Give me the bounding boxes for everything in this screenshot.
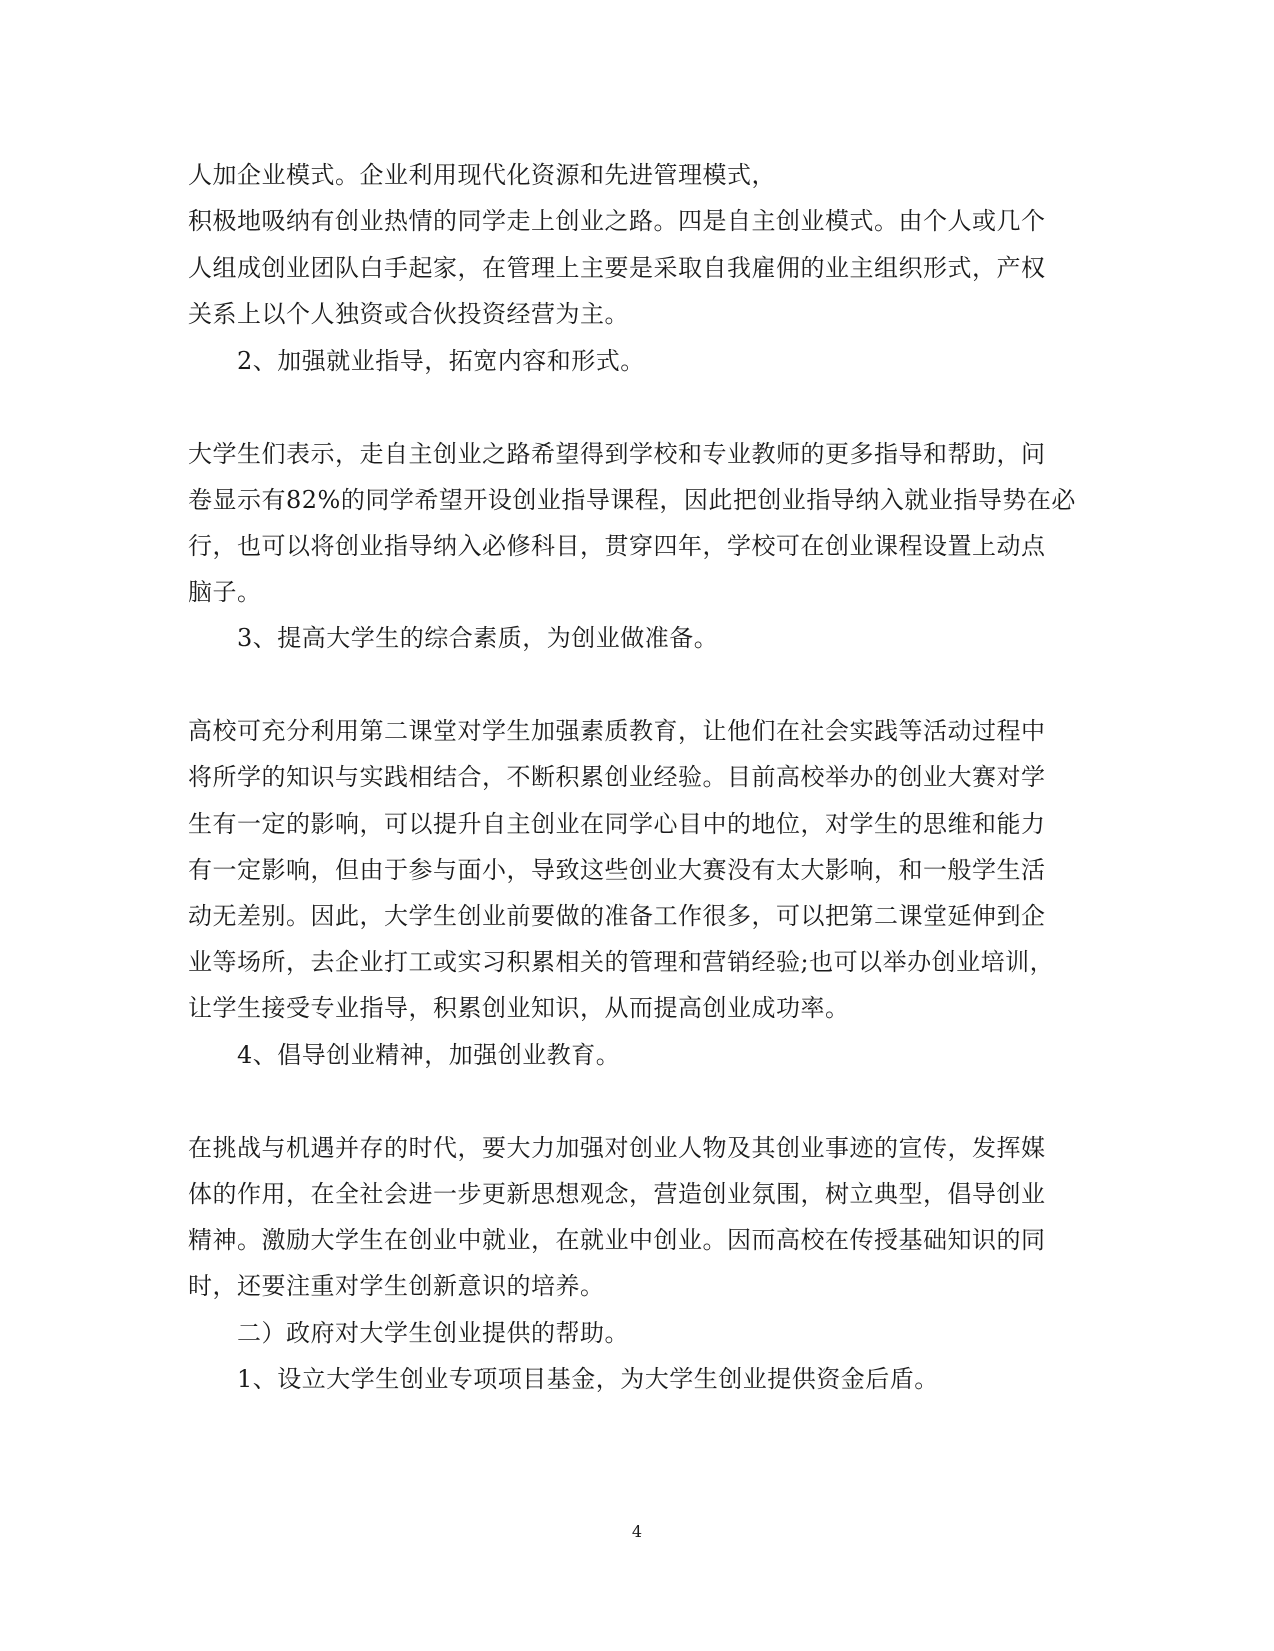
section-heading: 4、倡导创业精神，加强创业教育。 — [237, 1041, 621, 1069]
text-line: 动无差别。因此，大学生创业前要做的准备工作很多，可以把第二课堂延伸到企 — [188, 902, 1046, 930]
section-heading: 1、设立大学生创业专项项目基金，为大学生创业提供资金后盾。 — [237, 1365, 939, 1393]
text-line: 人加企业模式。企业利用现代化资源和先进管理模式， — [188, 161, 776, 189]
text-line: 人组成创业团队白手起家，在管理上主要是采取自我雇佣的业主组织形式，产权 — [188, 254, 1046, 282]
text-line: 在挑战与机遇并存的时代，要大力加强对创业人物及其创业事迹的宣传，发挥媒 — [188, 1134, 1046, 1162]
text-line: 精神。激励大学生在创业中就业，在就业中创业。因而高校在传授基础知识的同 — [188, 1226, 1046, 1254]
text-line: 让学生接受专业指导，积累创业知识，从而提高创业成功率。 — [188, 994, 850, 1022]
text-line: 卷显示有82%的同学希望开设创业指导课程，因此把创业指导纳入就业指导势在必 — [188, 486, 1076, 514]
text-line: 体的作用，在全社会进一步更新思想观念，营造创业氛围，树立典型，倡导创业 — [188, 1180, 1046, 1208]
section-heading: 二）政府对大学生创业提供的帮助。 — [237, 1319, 629, 1347]
section-heading: 2、加强就业指导，拓宽内容和形式。 — [237, 347, 645, 375]
text-line: 有一定影响，但由于参与面小，导致这些创业大赛没有太大影响，和一般学生活 — [188, 856, 1046, 884]
text-line: 行，也可以将创业指导纳入必修科目，贯穿四年，学校可在创业课程设置上动点 — [188, 532, 1046, 560]
section-heading: 3、提高大学生的综合素质，为创业做准备。 — [237, 624, 719, 652]
text-line: 高校可充分利用第二课堂对学生加强素质教育，让他们在社会实践等活动过程中 — [188, 717, 1046, 745]
page-number: 4 — [631, 1522, 643, 1541]
text-line: 业等场所，去企业打工或实习积累相关的管理和营销经验;也可以举办创业培训， — [188, 948, 1055, 976]
text-line: 生有一定的影响，可以提升自主创业在同学心目中的地位，对学生的思维和能力 — [188, 810, 1046, 838]
text-line: 将所学的知识与实践相结合，不断积累创业经验。目前高校举办的创业大赛对学 — [188, 763, 1046, 791]
text-line: 脑子。 — [188, 578, 262, 606]
text-line: 关系上以个人独资或合伙投资经营为主。 — [188, 300, 629, 328]
text-line: 积极地吸纳有创业热情的同学走上创业之路。四是自主创业模式。由个人或几个 — [188, 207, 1046, 235]
text-line: 大学生们表示，走自主创业之路希望得到学校和专业教师的更多指导和帮助，问 — [188, 440, 1046, 468]
text-line: 时，还要注重对学生创新意识的培养。 — [188, 1272, 605, 1300]
